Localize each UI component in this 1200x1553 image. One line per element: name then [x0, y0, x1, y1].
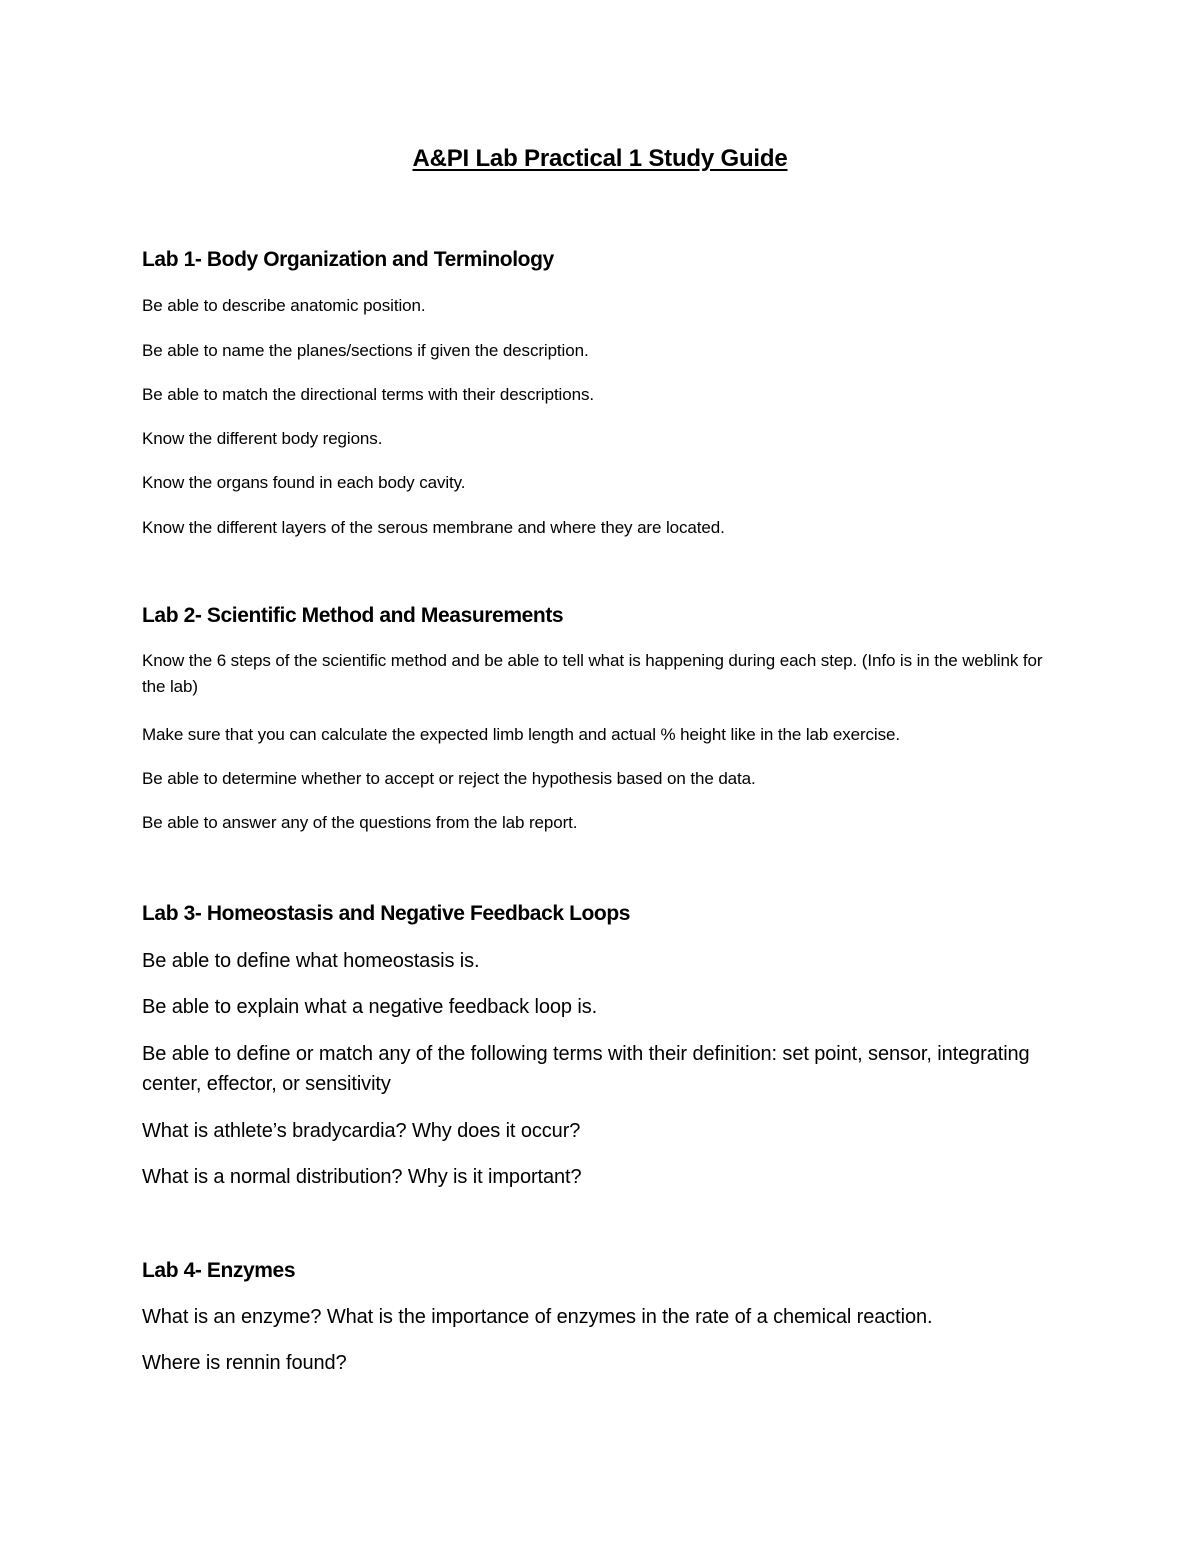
lab-1-item: Know the different body regions. [142, 429, 383, 448]
lab-3-item: What is athlete’s bradycardia? Why does it occur? [142, 1120, 581, 1142]
lab-1-item: Be able to name the planes/sections if given the description. [142, 341, 589, 360]
lab-2-item: Make sure that you can calculate the expected limb length and actual % height like in the lab exercise. [142, 725, 900, 744]
lab-2-item: Know the 6 steps of the scientific method and be able to tell what is happening during each step. (Info is in the weblink for the lab) [142, 651, 1043, 696]
lab-3-item: What is a normal distribution? Why is it important? [142, 1166, 582, 1188]
lab-1-item: Be able to match the directional terms with their descriptions. [142, 385, 594, 404]
lab-4-item: Where is rennin found? [142, 1352, 347, 1374]
lab-3-item: Be able to explain what a negative feedback loop is. [142, 996, 598, 1018]
section-heading-lab-1: Lab 1- Body Organization and Terminology [142, 248, 554, 271]
section-heading-lab-2: Lab 2- Scientific Method and Measurements [142, 604, 564, 627]
lab-1-item: Know the organs found in each body cavity. [142, 473, 466, 492]
lab-4-item: What is an enzyme? What is the importance of enzymes in the rate of a chemical reaction. [142, 1306, 933, 1328]
section-heading-lab-3: Lab 3- Homeostasis and Negative Feedback Loops [142, 902, 631, 925]
lab-1-item: Be able to describe anatomic position. [142, 296, 426, 315]
page-title: A&PI Lab Practical 1 Study Guide [412, 145, 788, 172]
lab-3-item: Be able to define what homeostasis is. [142, 950, 480, 972]
section-heading-lab-4: Lab 4- Enzymes [142, 1259, 296, 1282]
lab-1-item: Know the different layers of the serous membrane and where they are located. [142, 518, 725, 537]
lab-2-item: Be able to answer any of the questions from the lab report. [142, 813, 578, 832]
lab-2-item: Be able to determine whether to accept or reject the hypothesis based on the data. [142, 769, 756, 788]
lab-3-item: Be able to define or match any of the following terms with their definition: set point, sensor, integrating center, effector, or sensitivity [142, 1043, 1030, 1095]
